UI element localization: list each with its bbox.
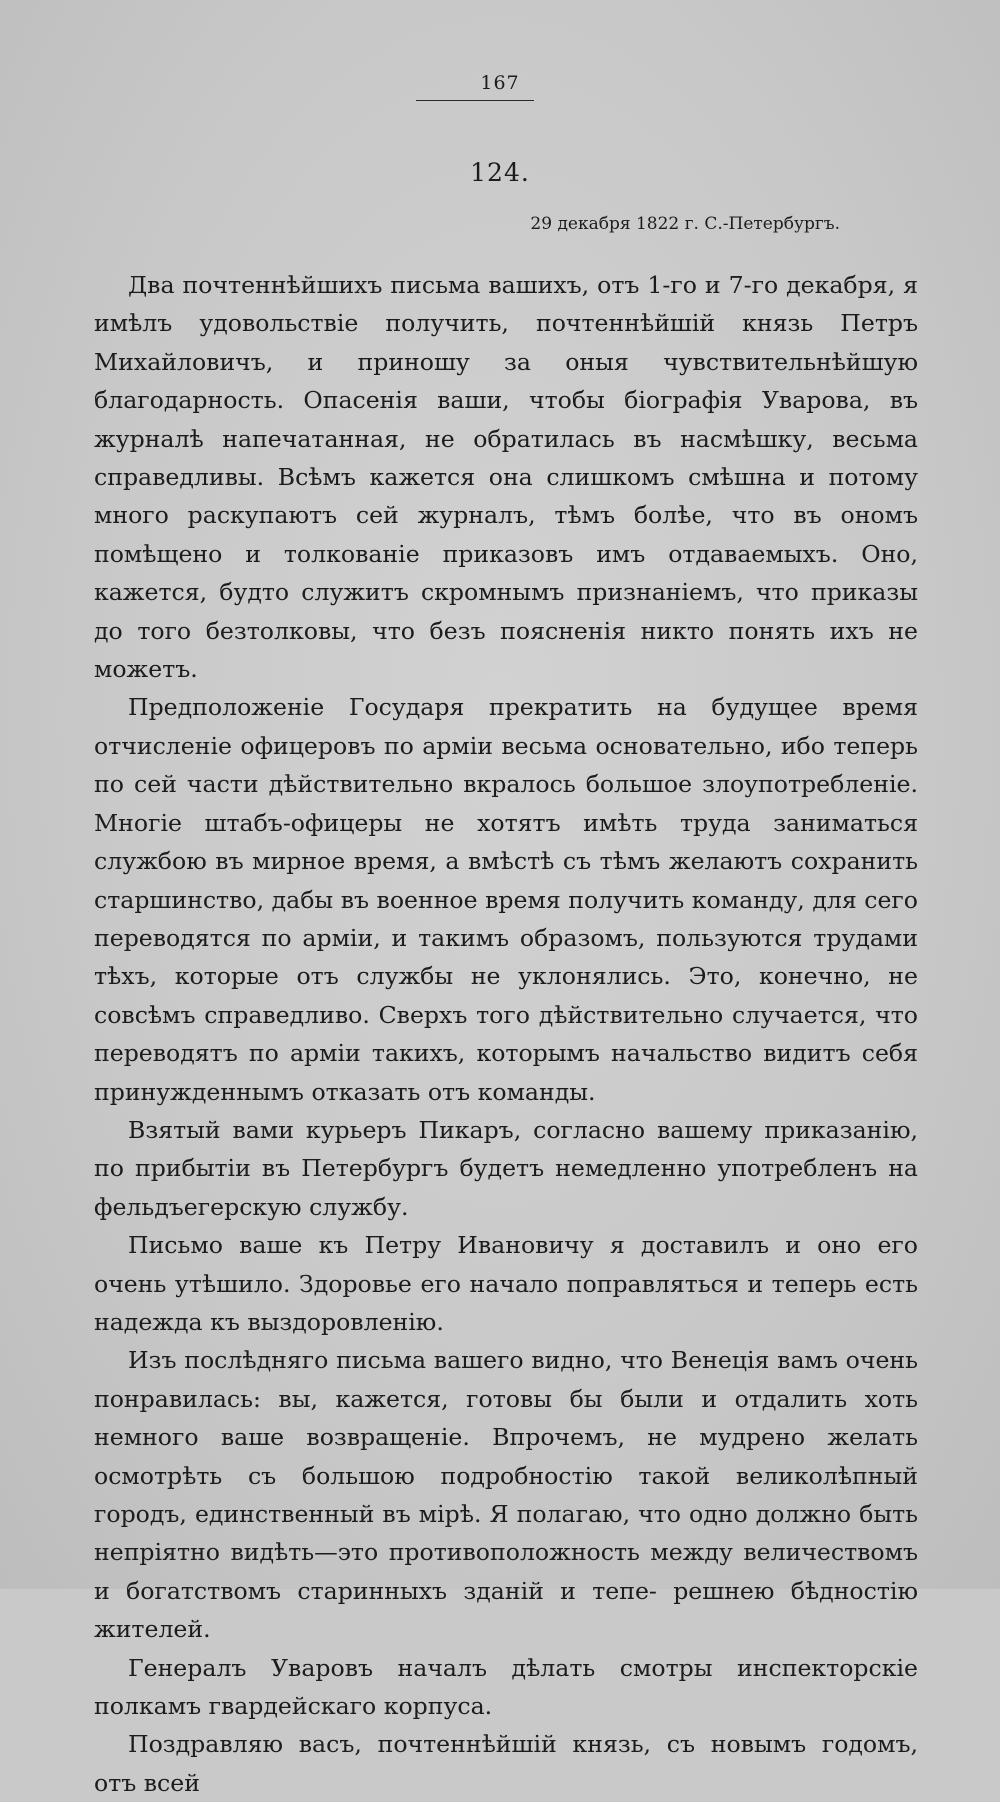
paragraph: Взятый вами курьеръ Пикаръ, согласно вашему приказанію, по прибытіи въ Петербургъ будетъ немедленно употребленъ на фельдъегерскую службу.: [94, 1115, 918, 1221]
paragraph: Предположеніе Государя прекратить на будущее время отчисленіе офицеровъ по арміи весьма основательно, ибо теперь по сей части дѣйствительно вкралось большое злоупотребленіе. Многіе штабъ-офицеры не хотятъ имѣть труда заниматься службою въ мирное время, а вмѣстѣ съ тѣмъ желаютъ сохранить старшинство, дабы въ военное время получить команду, для сего переводятся по арміи, и такимъ образомъ, пользуются трудами тѣхъ, которые отъ службы не уклонялись. Это, конечно, не совсѣмъ справедливо. Сверхъ того дѣйствительно случается, что переводятъ по арміи такихъ, которымъ начальство видитъ себя принужденнымъ отказать отъ команды.: [94, 693, 918, 1106]
header-rule: [416, 100, 534, 101]
page-number: 167: [480, 72, 520, 94]
letter-number: 124.: [470, 158, 530, 187]
paragraph: Два почтеннѣйшихъ письма вашихъ, отъ 1-го и 7-го декабря, я имѣлъ удовольствіе получить, почтеннѣйшій князь Петръ Михайловичъ, и приношу за оныя чувствительнѣйшую благодарность. Опасенія ваши, чтобы біографія Уварова, въ журналѣ напечатанная, не обратилась въ насмѣшку, весьма справедливы. Всѣмъ кажется она слишкомъ смѣшна и потому много раскупаютъ сей журналъ, тѣмъ болѣе, что въ ономъ помѣщено и толкованіе приказовъ имъ отдаваемыхъ. Оно, кажется, будто служитъ скромнымъ признаніемъ, что приказы до того безтолковы, что безъ поясненія никто понять ихъ не можетъ.: [94, 271, 918, 684]
paragraph: Поздравляю васъ, почтеннѣйшій князь, съ новымъ годомъ, отъ всей: [94, 1730, 918, 1797]
dateline: 29 декабря 1822 г. С.-Петербургъ.: [530, 214, 840, 234]
paragraph: Генералъ Уваровъ началъ дѣлать смотры инспекторскіе полкамъ гвардейскаго корпуса.: [94, 1653, 918, 1721]
paragraph: Письмо ваше къ Петру Ивановичу я доставилъ и оно его очень утѣшило. Здоровье его начало поправляться и теперь есть надежда къ выздоровленію.: [94, 1231, 918, 1336]
letter-body: [94, 266, 918, 1802]
paragraph: Изъ послѣдняго письма вашего видно, что Венеція вамъ очень понравилась: вы, кажется, готовы бы были и отдалить хоть немного ваше возвращеніе. Впрочемъ, не мудрено желать осмотрѣть съ большою подробностію такой великолѣпный городъ, единственный въ мірѣ. Я полагаю, что одно должно быть непріятно видѣть—это противоположность между величествомъ и богатствомъ старинныхъ зданій и тепе- решнею бѣдностію жителей.: [94, 1346, 918, 1644]
